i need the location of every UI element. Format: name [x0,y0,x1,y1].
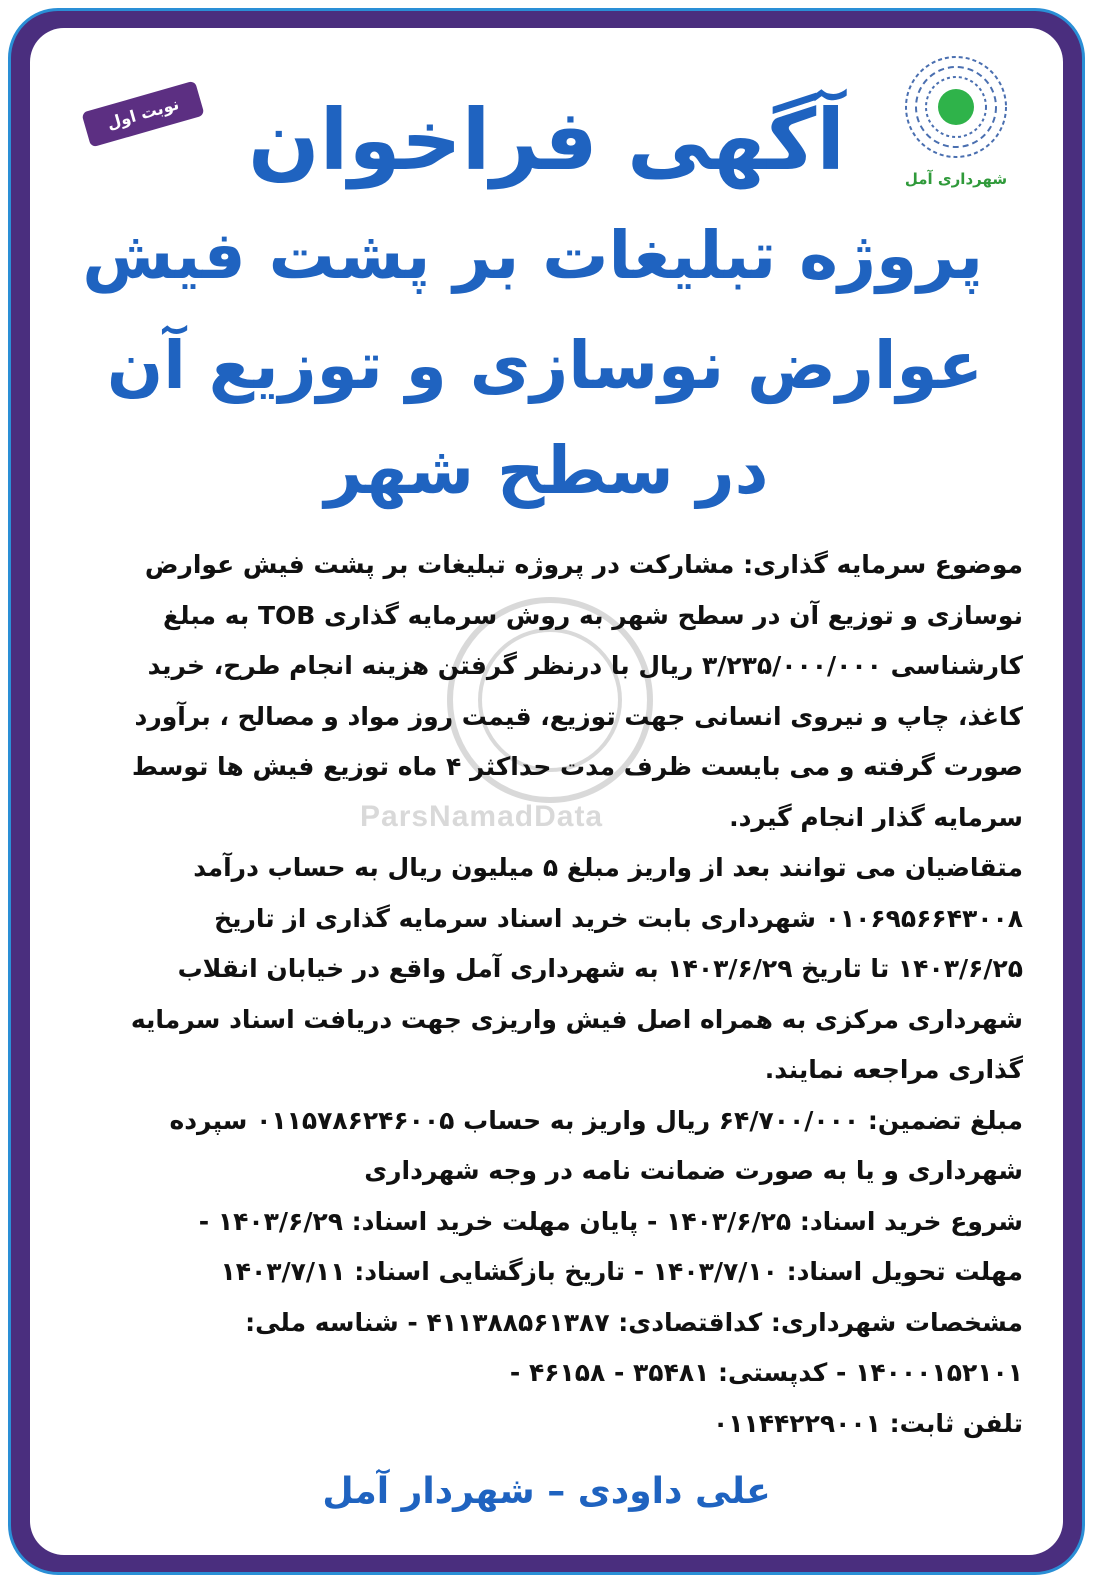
body-line: متقاضیان می توانند بعد از واریز مبلغ ۵ میلیون ریال به حساب درآمد [193,853,1023,882]
body-line: مهلت تحویل اسناد: ۱۴۰۳/۷/۱۰ - تاریخ بازگشایی اسناد: ۱۴۰۳/۷/۱۱ [220,1257,1023,1286]
body-line: مبلغ تضمین: ۶۴/۷۰۰/۰۰۰ ریال واریز به حساب ۰۱۱۵۷۸۶۲۴۶۰۰۵ سپرده [169,1105,1023,1135]
body-line: کاغذ، چاپ و نیروی انسانی جهت توزیع، قیمت روز مواد و مصالح ، برآورد [134,701,1023,731]
signature-line: علی داودی – شهردار آمل [322,1471,771,1512]
body-line: موضوع سرمایه گذاری: مشارکت در پروژه تبلیغات بر پشت فیش عوارض [144,550,1023,579]
title-line-3: عوارض نوسازی و توزیع آن [106,327,983,404]
logo-caption: شهرداری آمل [904,170,1008,188]
body-line: نوسازی و توزیع آن در سطح شهر به روش سرمایه گذاری TOB به مبلغ [163,600,1023,630]
body-line: صورت گرفته و می بایست ظرف مدت حداکثر ۴ ماه توزیع فیش ها توسط [131,752,1023,781]
body-line: شهرداری و یا به صورت ضمانت نامه در وجه شهرداری [364,1156,1023,1185]
body-line: مشخصات شهرداری: کداقتصادی: ۴۱۱۳۸۸۵۶۱۳۸۷ - شناسه ملی: [245,1307,1023,1337]
body-line: شروع خرید اسناد: ۱۴۰۳/۶/۲۵ - پایان مهلت خرید اسناد: ۱۴۰۳/۶/۲۹ - [198,1206,1023,1236]
body-line: کارشناسی ۳/۲۳۵/۰۰۰/۰۰۰ ریال با درنظر گرفتن هزینه انجام طرح، خرید [147,651,1023,680]
title-line-2: پروژه تبلیغات بر پشت فیش [82,217,983,294]
title-line-4: در سطح شهر [324,432,769,509]
notice-body [58,540,1023,1449]
body-line: ۱۴۰۳/۶/۲۵ تا تاریخ ۱۴۰۳/۶/۲۹ به شهرداری آمل واقع در خیابان انقلاب [177,954,1023,983]
title-line-1: آگهی فراخوان [247,91,846,189]
body-line: گذاری مراجعه نمایند. [764,1055,1023,1084]
body-line: تلفن ثابت: ۰۱۱۴۴۲۲۹۰۰۱ [713,1408,1023,1438]
body-line: ۰۱۰۶۹۵۶۶۴۳۰۰۸ شهرداری بابت خرید اسناد سرمایه گذاری از تاریخ [214,903,1023,933]
body-line: سرمایه گذار انجام گیرد. [729,802,1023,832]
body-line: ۱۴۰۰۰۱۵۲۱۰۱ - کدپستی: ۳۵۴۸۱ - ۴۶۱۵۸ - [509,1358,1023,1387]
edition-badge: نوبت اول [81,80,204,147]
body-line: شهرداری مرکزی به همراه اصل فیش واریزی جهت دریافت اسناد سرمایه [130,1004,1023,1034]
